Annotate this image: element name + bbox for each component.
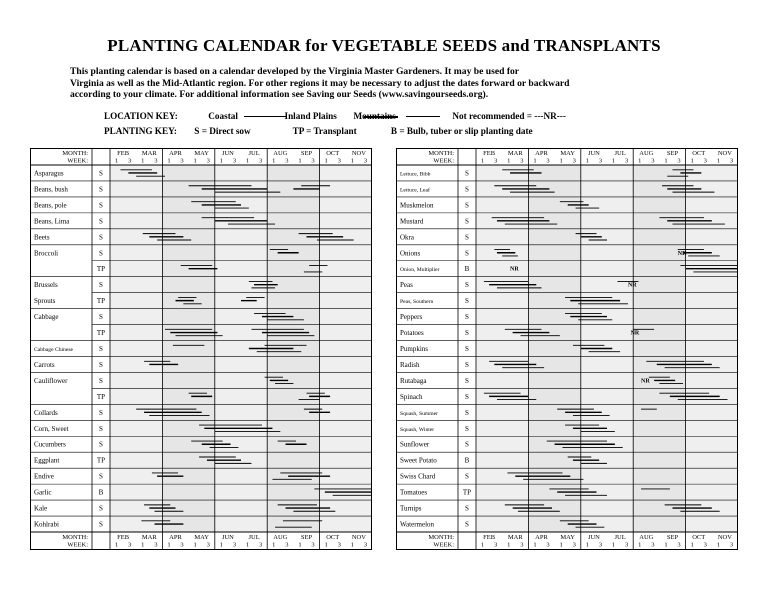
month-name: FEB [483,534,496,541]
month-name: MAY [560,534,575,541]
not-recommended-mark: NR [510,266,519,273]
week-number: 1 [245,157,250,165]
mountains-line-sample [406,116,440,117]
month-name: NOV [351,150,366,157]
week-number: 1 [324,157,328,165]
week-number: 1 [480,541,485,549]
month-label: MONTH: [62,150,88,157]
crop-name: Watermelon [400,520,435,529]
planting-type: S [465,249,469,258]
week-label: WEEK: [433,541,454,549]
week-number: 1 [245,541,250,549]
month-name: OCT [326,534,340,541]
month-name: JUN [221,534,234,541]
week-number: 1 [559,157,563,165]
crop-name: Cauliflower [34,376,68,385]
month-name: MAY [194,534,209,541]
week-number: 3 [729,157,734,165]
week-number: 1 [167,541,171,549]
crop-name: Tomatoes [400,488,428,497]
week-number: 1 [611,157,616,165]
planting-type: S [465,233,469,242]
planting-type: TP [462,488,472,497]
month-shade [162,165,214,532]
week-number: 3 [206,541,210,549]
inland-label: Inland Plains [284,111,337,121]
week-number: 1 [638,541,642,549]
week-number: 3 [494,541,498,549]
week-number: 1 [350,541,354,549]
week-number: 3 [625,157,629,165]
planting-type: TP [96,392,106,401]
intro-line: Virginia as well as the Mid-Atlantic region. For other regions it may be necessary to adjust the dates forward or backward [70,77,570,89]
transplant-label: TP = Transplant [292,126,357,136]
month-name: AUG [639,534,654,541]
planting-type: S [465,504,469,513]
week-number: 3 [337,157,341,165]
planting-type: S [465,392,469,401]
crop-name: Sweet Potato [400,456,437,465]
planting-type: S [465,297,469,306]
crop-name: Lettuce, Leaf [400,187,430,194]
planting-type: S [99,217,103,226]
crop-name: Onion, Multiplier [400,267,440,274]
month-name: APR [169,150,182,157]
planting-type: S [99,249,103,258]
month-name: NOV [717,534,732,541]
crop-name: Onions [400,249,421,258]
crop-name: Brussels [34,281,58,290]
week-number: 1 [664,541,668,549]
crop-name: Squash, Summer [400,410,438,417]
month-name: FEB [117,150,130,157]
week-number: 3 [180,157,184,165]
crop-name: Beans, pole [34,201,67,210]
planting-type: S [465,360,469,369]
crop-name: Peas [400,281,413,290]
crop-name: Beans, bush [34,185,68,194]
week-number: 3 [546,541,550,549]
month-name: MAR [507,150,523,157]
week-number: 3 [311,157,315,165]
planting-type: B [98,488,104,497]
not-recommended-label: Not recommended = ---NR--- [452,111,566,121]
direct-sow-label: S = Direct sow [194,126,251,136]
crop-name: Radish [400,360,420,369]
page-title: PLANTING CALENDAR for VEGETABLE SEEDS and TRANSPLANTS [107,36,661,55]
planting-type: S [465,201,469,210]
planting-type: S [465,185,469,194]
crop-name: Carrots [34,360,55,369]
week-number: 3 [337,541,341,549]
week-number: 1 [219,157,223,165]
crop-name: Rutabaga [400,376,427,385]
planting-type: S [465,376,469,385]
planting-type: S [99,169,103,178]
planting-type: S [99,504,103,513]
week-number: 3 [154,157,158,165]
planting-type: S [99,201,103,210]
planting-type: S [99,424,103,433]
week-number: 1 [193,541,197,549]
week-number: 1 [324,541,328,549]
month-shade [476,165,528,532]
intro-line: This planting calendar is based on a calendar developed by the Virginia Master Gardeners. It may be used for [70,66,520,77]
mountains-label: Mountains [353,111,396,121]
week-label: WEEK: [433,157,454,165]
planting-type: TP [96,456,106,465]
planting-type: S [465,313,469,322]
planting-type: S [465,169,469,178]
week-number: 3 [598,541,603,549]
month-name: OCT [692,534,706,541]
month-name: SEP [666,150,679,157]
week-number: 1 [690,541,694,549]
week-number: 3 [154,541,158,549]
week-number: 1 [716,157,720,165]
week-number: 1 [272,157,276,165]
month-name: APR [535,150,548,157]
week-label: WEEK: [67,541,88,549]
planting-type: S [99,185,103,194]
week-number: 1 [559,541,563,549]
week-number: 1 [298,157,302,165]
week-number: 3 [729,541,734,549]
week-number: 3 [651,541,655,549]
week-number: 3 [520,541,524,549]
week-number: 3 [232,541,237,549]
month-label: MONTH: [62,534,88,541]
crop-name: Pumpkins [400,345,429,353]
planting-type: S [99,376,103,385]
crop-name: Turnips [400,504,422,513]
week-number: 3 [363,541,368,549]
planting-type: S [99,472,103,481]
month-name: MAY [194,150,209,157]
week-number: 1 [533,541,537,549]
crop-name: Mustard [400,217,424,226]
crop-name: Swiss Chard [400,472,436,481]
crop-name: Garlic [34,488,52,497]
month-shade [528,165,580,532]
not-recommended-mark: NR [677,250,687,257]
week-number: 1 [480,157,485,165]
planting-type: S [99,408,103,417]
planting-type: S [465,440,469,449]
planting-type: S [99,440,103,449]
month-name: MAR [141,150,157,157]
location-key-label: LOCATION KEY: [104,111,178,121]
planting-type: S [465,281,469,290]
week-number: 3 [259,541,263,549]
planting-type: S [99,360,103,369]
week-number: 3 [206,157,210,165]
month-shade [110,165,162,532]
coastal-label: Coastal [208,111,238,121]
week-number: 3 [572,157,576,165]
crop-name: Potatoes [400,329,424,338]
week-number: 3 [546,157,550,165]
crop-name: Peas, Southern [400,299,434,306]
crop-name: Cabbage Chinese [34,347,73,353]
week-number: 3 [598,157,603,165]
bulb-label: B = Bulb, tuber or slip planting date [390,126,533,136]
crop-name: Cucumbers [34,440,66,449]
week-number: 3 [677,541,681,549]
crop-name: Lettuce, Bibb [400,171,431,178]
month-name: JUL [614,534,626,541]
planting-type: S [465,329,469,338]
week-number: 1 [716,541,720,549]
week-number: 1 [533,157,537,165]
crop-name: Kale [34,504,48,513]
week-number: 1 [350,157,354,165]
crop-name: Okra [400,233,414,242]
crop-name: Endive [34,472,54,481]
crop-name: Asparagus [34,169,64,178]
week-number: 1 [507,541,511,549]
week-number: 3 [520,157,524,165]
month-name: FEB [483,150,496,157]
planting-type: S [465,520,469,529]
week-number: 1 [664,157,668,165]
week-number: 3 [651,157,655,165]
month-name: MAY [560,150,575,157]
crop-name: Eggplant [34,456,60,465]
month-name: NOV [351,534,366,541]
week-number: 1 [585,541,589,549]
planting-key-label: PLANTING KEY: [104,126,177,136]
month-shade [320,165,372,532]
planting-type: S [99,520,103,529]
week-number: 1 [114,157,119,165]
week-number: 1 [611,541,616,549]
month-label: MONTH: [428,534,454,541]
week-number: 1 [298,541,302,549]
week-number: 1 [141,157,145,165]
month-name: JUN [587,534,600,541]
month-name: JUN [221,150,234,157]
planting-type: S [99,345,103,353]
planting-type: TP [96,297,106,306]
week-number: 3 [128,541,132,549]
week-number: 3 [625,541,629,549]
week-number: 3 [180,541,184,549]
month-name: JUN [587,150,600,157]
month-name: OCT [326,150,340,157]
week-number: 1 [114,541,119,549]
planting-type: S [465,217,469,226]
month-name: MAR [141,534,157,541]
not-recommended-mark: NR [627,282,637,289]
crop-name: Beets [34,233,50,242]
week-label: WEEK: [67,157,88,165]
crop-name: Squash, Winter [400,426,435,433]
week-number: 3 [285,541,289,549]
month-name: JUL [248,534,260,541]
crop-name: Corn, Sweet [34,424,69,433]
week-number: 1 [585,157,589,165]
crop-name: Broccoli [34,249,59,258]
planting-type: S [465,345,469,353]
week-number: 1 [167,157,171,165]
intro-line: according to your climate. For additional information see Saving our Seeds (www.savingourseeds.org). [70,89,489,101]
week-number: 3 [259,157,263,165]
not-recommended-mark: NR [641,378,650,385]
planting-type: S [465,472,469,481]
crop-name: Sprouts [34,297,56,306]
planting-type: B [464,456,470,465]
month-name: MAR [507,534,523,541]
planting-type: TP [96,329,106,338]
planting-type: S [465,424,469,433]
crop-name: Peppers [400,313,423,322]
month-name: AUG [273,534,288,541]
week-number: 3 [677,157,681,165]
month-name: SEP [300,150,313,157]
month-name: NOV [717,150,732,157]
week-number: 3 [572,541,576,549]
crop-name: Spinach [400,392,423,401]
week-number: 3 [494,157,498,165]
crop-name: Beans, Lima [34,217,70,226]
intro-paragraph [70,66,710,101]
not-recommended-mark: NR [630,330,640,337]
crop-name: Sunflower [400,440,430,449]
month-name: AUG [639,150,654,157]
crop-name: Muskmelon [400,201,434,210]
inland-line-thick [265,116,287,117]
calendar-right-table [396,148,738,550]
calendar-left-table [30,148,372,550]
week-number: 1 [193,157,197,165]
month-name: OCT [692,150,706,157]
planting-type: S [99,233,103,242]
month-name: SEP [300,534,313,541]
crop-name: Collards [34,408,58,417]
week-number: 3 [232,157,237,165]
week-number: 3 [128,157,132,165]
month-label: MONTH: [428,150,454,157]
planting-type: S [99,281,103,290]
week-number: 1 [219,541,223,549]
week-number: 3 [703,157,707,165]
crop-name: Cabbage [34,313,59,322]
week-number: 1 [638,157,642,165]
week-number: 1 [507,157,511,165]
month-name: SEP [666,534,679,541]
location-key [104,111,566,121]
week-number: 3 [703,541,707,549]
mountains-line-thick [364,116,398,118]
month-name: JUL [248,150,260,157]
planting-type: B [464,265,470,274]
week-number: 1 [141,541,145,549]
planting-type: S [99,313,103,322]
planting-key [104,126,533,136]
planting-type: S [465,408,469,417]
crop-name: Kohlrabi [34,520,59,529]
month-name: APR [535,534,548,541]
month-shade [686,165,738,532]
month-name: APR [169,534,182,541]
week-number: 1 [272,541,276,549]
month-name: JUL [614,150,626,157]
week-number: 3 [363,157,368,165]
planting-type: TP [96,265,106,274]
month-name: FEB [117,534,130,541]
week-number: 1 [690,157,694,165]
week-number: 3 [311,541,315,549]
month-name: AUG [273,150,288,157]
week-number: 3 [285,157,289,165]
